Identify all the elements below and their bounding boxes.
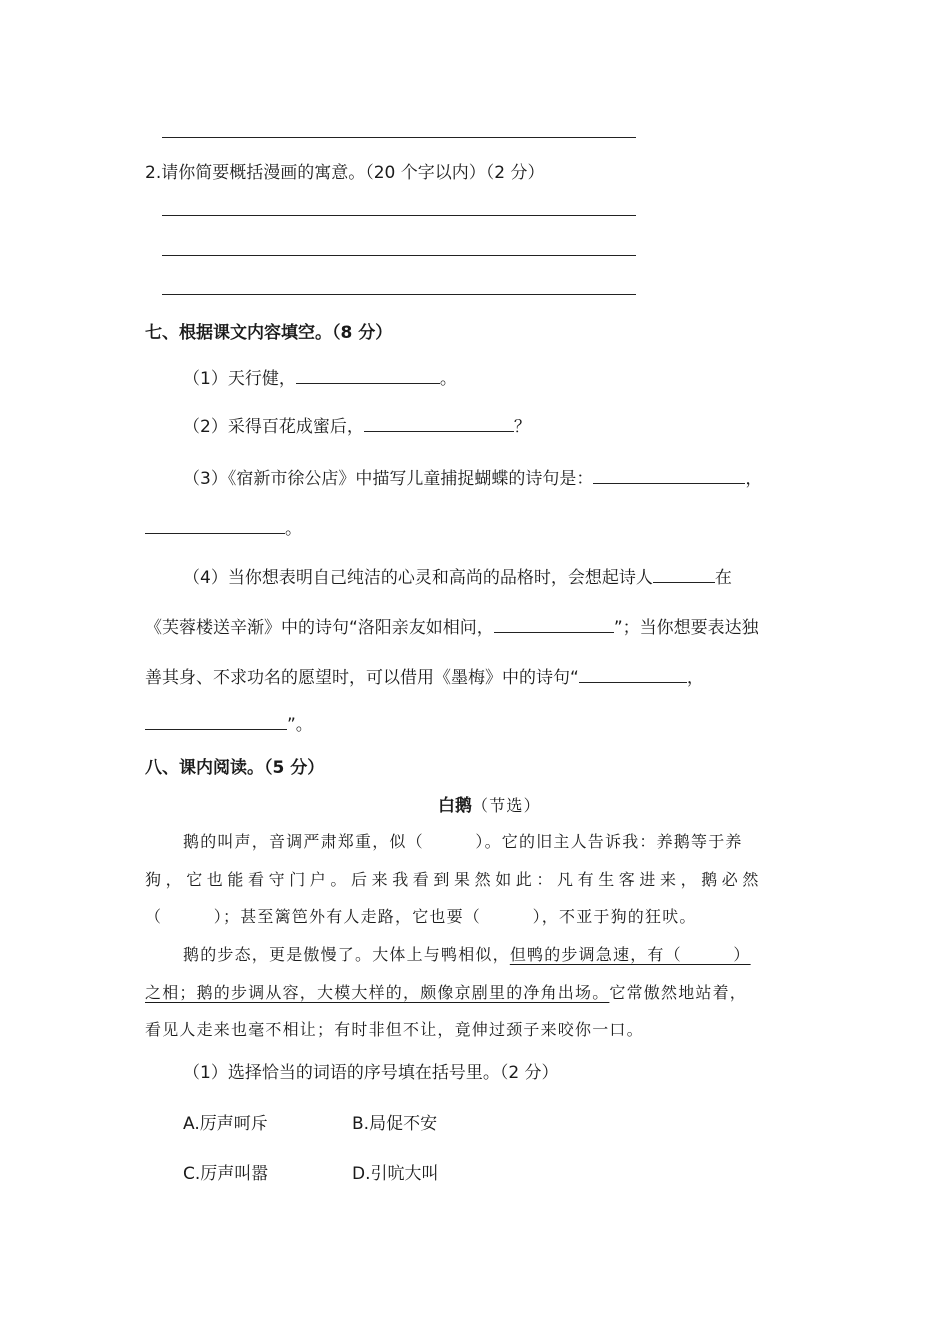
fill-item-1: （1）天行健， 。 (183, 364, 457, 389)
fill-blank[interactable] (593, 466, 745, 484)
fill-blank[interactable] (364, 414, 514, 432)
option-c: C.厉声叫嚣 (183, 1164, 269, 1184)
fill-blank[interactable] (296, 366, 440, 384)
fill-item-3: （3）《宿新市徐公店》中描写儿童捕捉蝴蝶的诗句是： ， (183, 464, 762, 489)
fill-item-2: （2）采得百花成蜜后， ？ (183, 412, 531, 437)
fill-blank[interactable] (579, 665, 687, 683)
passage-title: 白鹅（节选） (438, 796, 541, 816)
option-a: A.厉声呵斥 (183, 1114, 268, 1134)
option-b: B.局促不安 (352, 1114, 438, 1134)
fill-item-3-cont: 。 (145, 514, 302, 539)
passage-line: （ ）；甚至篱笆外有人走路，它也要（ ），不亚于狗的狂吠。 (145, 907, 697, 926)
section-7-heading: 七、根据课文内容填空。（8 分） (145, 323, 393, 343)
fill-item-4-line4: ”。 (145, 710, 313, 735)
passage-line: 鹅的步态，更是傲慢了。大体上与鸭相似，但鸭的步调急速，有（ ） (183, 945, 751, 964)
underlined-sentence: 之相；鹅的步调从容，大模大样的，颇像京剧里的净角出场。 (145, 983, 610, 1002)
answer-line[interactable] (162, 215, 636, 216)
fill-item-4-line3: 善其身、不求功名的愿望时，可以借用《墨梅》中的诗句“ ， (145, 663, 704, 688)
passage-line: 看见人走来也毫不相让；有时非但不让，竟伸过颈子来咬你一口。 (145, 1020, 644, 1039)
question-8-1: （1）选择恰当的词语的序号填在括号里。（2 分） (183, 1063, 559, 1083)
fill-blank[interactable] (494, 615, 614, 633)
fill-blank[interactable] (653, 565, 715, 583)
question-2: 2.请你简要概括漫画的寓意。（20 个字以内）（2 分） (145, 163, 545, 183)
passage-line: 鹅的叫声，音调严肃郑重，似（ ）。它的旧主人告诉我：养鹅等于养 (183, 832, 743, 851)
fill-item-4: （4）当你想表明自己纯洁的心灵和高尚的品格时，会想起诗人 在 (183, 563, 732, 588)
passage-line: 狗，它也能看守门户。后来我看到果然如此：凡有生客进来，鹅必然 (145, 870, 764, 889)
underlined-sentence: 但鸭的步调急速，有（ ） (509, 945, 751, 964)
section-8-heading: 八、课内阅读。（5 分） (145, 758, 325, 778)
option-d: D.引吭大叫 (352, 1164, 439, 1184)
passage-line: 之相；鹅的步调从容，大模大样的，颇像京剧里的净角出场。它常傲然地站着， (145, 983, 748, 1002)
answer-line[interactable] (162, 294, 636, 295)
answer-line[interactable] (162, 137, 636, 138)
fill-item-4-line2: 《芙蓉楼送辛渐》中的诗句“洛阳亲友如相问， ”；当你想要表达独 (145, 613, 759, 638)
fill-blank[interactable] (145, 516, 285, 534)
fill-blank[interactable] (145, 712, 287, 730)
answer-line[interactable] (162, 255, 636, 256)
